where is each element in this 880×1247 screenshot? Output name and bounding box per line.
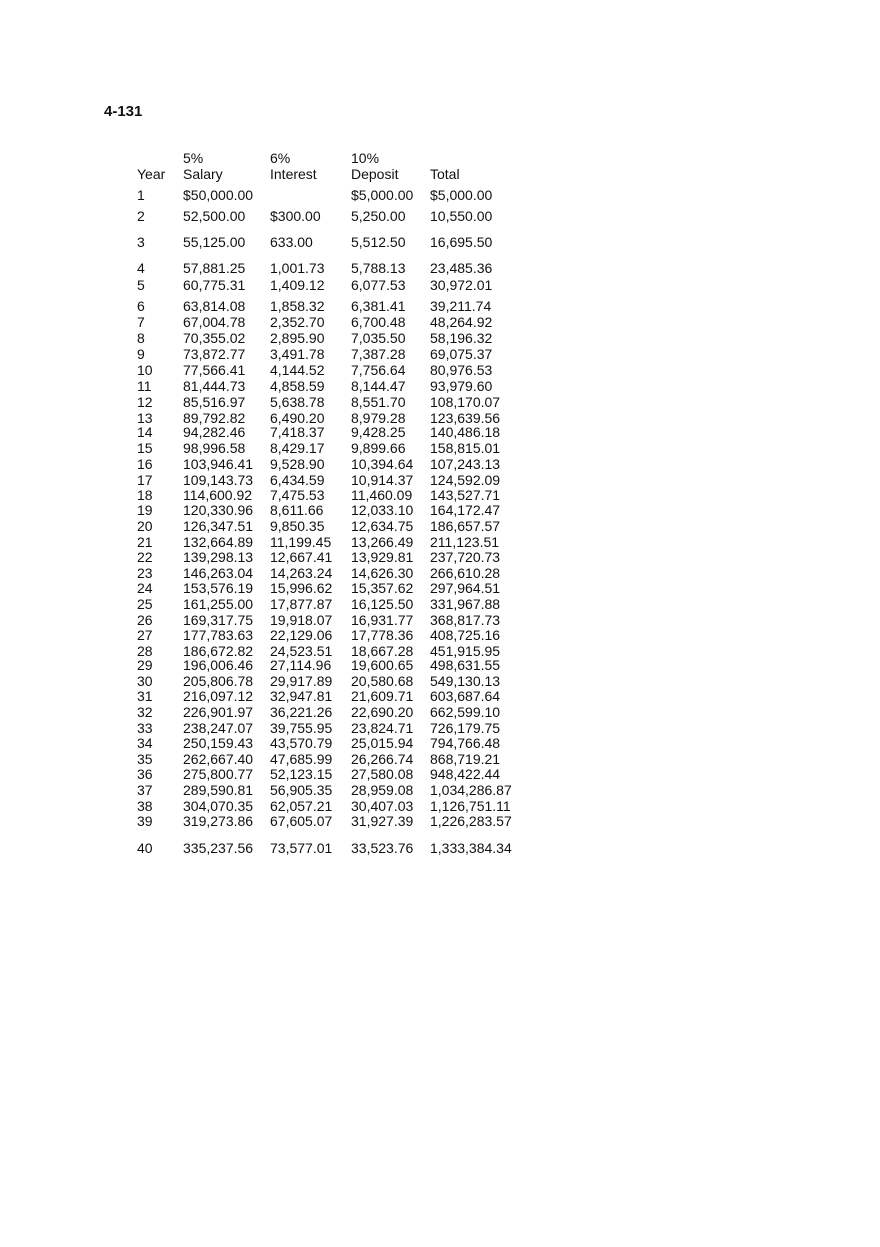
salary-cell: 55,125.00 — [183, 234, 246, 250]
year-cell: 23 — [137, 565, 153, 581]
total-cell: 140,486.18 — [430, 424, 501, 440]
deposit-cell: 10,394.64 — [351, 456, 414, 472]
salary-cell: 226,901.97 — [183, 704, 254, 720]
salary-cell: 319,273.86 — [183, 813, 254, 829]
header-total: Total — [430, 166, 460, 182]
interest-cell: 67,605.07 — [270, 813, 333, 829]
deposit-cell: 16,931.77 — [351, 612, 414, 628]
interest-cell: 62,057.21 — [270, 798, 333, 814]
interest-cell: 6,434.59 — [270, 472, 325, 488]
total-cell: 30,972.01 — [430, 277, 493, 293]
total-cell: 158,815.01 — [430, 440, 501, 456]
header-deposit-rate: 10% — [351, 150, 380, 166]
salary-cell: 63,814.08 — [183, 298, 246, 314]
year-cell: 40 — [137, 840, 153, 856]
total-cell: 726,179.75 — [430, 720, 501, 736]
interest-cell: 7,418.37 — [270, 424, 325, 440]
total-cell: 23,485.36 — [430, 260, 493, 276]
salary-cell: 169,317.75 — [183, 612, 254, 628]
total-cell: 16,695.50 — [430, 234, 493, 250]
deposit-cell: 9,899.66 — [351, 440, 406, 456]
interest-cell: 29,917.89 — [270, 673, 333, 689]
salary-cell: 85,516.97 — [183, 394, 246, 410]
year-cell: 9 — [137, 346, 145, 362]
deposit-cell: 21,609.71 — [351, 688, 414, 704]
year-cell: 29 — [137, 657, 153, 673]
interest-cell: 2,352.70 — [270, 314, 325, 330]
salary-cell: 57,881.25 — [183, 260, 246, 276]
year-cell: 6 — [137, 298, 145, 314]
interest-cell: 43,570.79 — [270, 735, 333, 751]
salary-cell: 67,004.78 — [183, 314, 246, 330]
year-cell: 38 — [137, 798, 153, 814]
year-cell: 19 — [137, 502, 153, 518]
deposit-cell: 5,788.13 — [351, 260, 406, 276]
header-interest-rate: 6% — [270, 150, 291, 166]
deposit-cell: 6,077.53 — [351, 277, 406, 293]
year-cell: 26 — [137, 612, 153, 628]
interest-cell: 24,523.51 — [270, 643, 333, 659]
total-cell: 948,422.44 — [430, 766, 501, 782]
total-cell: 794,766.48 — [430, 735, 501, 751]
interest-cell: 7,475.53 — [270, 487, 325, 503]
interest-cell: 3,491.78 — [270, 346, 325, 362]
year-cell: 10 — [137, 362, 153, 378]
deposit-cell: 28,959.08 — [351, 782, 414, 798]
total-cell: 549,130.13 — [430, 673, 501, 689]
salary-cell: 177,783.63 — [183, 627, 254, 643]
deposit-cell: $5,000.00 — [351, 187, 414, 203]
total-cell: 124,592.09 — [430, 472, 501, 488]
deposit-cell: 10,914.37 — [351, 472, 414, 488]
interest-cell: 5,638.78 — [270, 394, 325, 410]
deposit-cell: 12,634.75 — [351, 518, 414, 534]
total-cell: 408,725.16 — [430, 627, 501, 643]
year-cell: 3 — [137, 234, 145, 250]
deposit-cell: 27,580.08 — [351, 766, 414, 782]
year-cell: 1 — [137, 187, 145, 203]
deposit-cell: 12,033.10 — [351, 502, 414, 518]
year-cell: 24 — [137, 580, 153, 596]
salary-cell: 89,792.82 — [183, 410, 246, 426]
interest-cell: 4,858.59 — [270, 378, 325, 394]
total-cell: 80,976.53 — [430, 362, 493, 378]
total-cell: 266,610.28 — [430, 565, 501, 581]
year-cell: 37 — [137, 782, 153, 798]
salary-cell: 216,097.12 — [183, 688, 254, 704]
total-cell: 211,123.51 — [430, 534, 500, 550]
interest-cell: 47,685.99 — [270, 751, 333, 767]
interest-cell: 32,947.81 — [270, 688, 333, 704]
interest-cell: 1,858.32 — [270, 298, 325, 314]
salary-cell: 60,775.31 — [183, 277, 246, 293]
total-cell: 107,243.13 — [430, 456, 501, 472]
deposit-cell: 9,428.25 — [351, 424, 406, 440]
year-cell: 27 — [137, 627, 153, 643]
total-cell: 10,550.00 — [430, 208, 493, 224]
total-cell: 1,226,283.57 — [430, 813, 512, 829]
total-cell: 48,264.92 — [430, 314, 493, 330]
total-cell: 498,631.55 — [430, 657, 501, 673]
interest-cell: 27,114.96 — [270, 657, 332, 673]
interest-cell: 633.00 — [270, 234, 313, 250]
total-cell: 143,527.71 — [430, 487, 501, 503]
year-cell: 30 — [137, 673, 153, 689]
salary-cell: 70,355.02 — [183, 330, 246, 346]
deposit-cell: 15,357.62 — [351, 580, 414, 596]
interest-cell: 19,918.07 — [270, 612, 333, 628]
deposit-cell: 26,266.74 — [351, 751, 414, 767]
total-cell: 39,211.74 — [430, 298, 492, 314]
year-cell: 22 — [137, 549, 153, 565]
header-interest: Interest — [270, 166, 317, 182]
header-year: Year — [137, 166, 166, 182]
total-cell: 1,034,286.87 — [430, 782, 512, 798]
year-cell: 21 — [137, 534, 153, 550]
salary-cell: 153,576.19 — [183, 580, 254, 596]
interest-cell: 52,123.15 — [270, 766, 333, 782]
year-cell: 25 — [137, 596, 153, 612]
year-cell: 34 — [137, 735, 153, 751]
total-cell: 368,817.73 — [430, 612, 501, 628]
interest-cell: 14,263.24 — [270, 565, 333, 581]
salary-cell: 126,347.51 — [183, 518, 254, 534]
total-cell: 868,719.21 — [430, 751, 501, 767]
interest-cell: 17,877.87 — [270, 596, 333, 612]
salary-cell: 114,600.92 — [183, 487, 253, 503]
year-cell: 2 — [137, 208, 145, 224]
year-cell: 8 — [137, 330, 145, 346]
salary-cell: 103,946.41 — [183, 456, 254, 472]
interest-cell: 2,895.90 — [270, 330, 325, 346]
deposit-cell: 5,250.00 — [351, 208, 406, 224]
interest-cell: 22,129.06 — [270, 627, 333, 643]
total-cell: 662,599.10 — [430, 704, 501, 720]
interest-cell: 8,429.17 — [270, 440, 325, 456]
year-cell: 18 — [137, 487, 153, 503]
deposit-cell: 8,144.47 — [351, 378, 406, 394]
interest-cell: $300.00 — [270, 208, 321, 224]
total-cell: 451,915.95 — [430, 643, 501, 659]
deposit-cell: 5,512.50 — [351, 234, 406, 250]
year-cell: 5 — [137, 277, 145, 293]
interest-cell: 11,199.45 — [270, 534, 332, 550]
salary-cell: 205,806.78 — [183, 673, 254, 689]
salary-cell: 77,566.41 — [183, 362, 246, 378]
total-cell: 186,657.57 — [430, 518, 501, 534]
interest-cell: 36,221.26 — [270, 704, 333, 720]
salary-cell: 289,590.81 — [183, 782, 254, 798]
deposit-cell: 7,756.64 — [351, 362, 406, 378]
deposit-cell: 25,015.94 — [351, 735, 414, 751]
year-cell: 33 — [137, 720, 153, 736]
year-cell: 17 — [137, 472, 153, 488]
interest-cell: 6,490.20 — [270, 410, 325, 426]
interest-cell: 1,001.73 — [270, 260, 325, 276]
header-salary-rate: 5% — [183, 150, 204, 166]
year-cell: 13 — [137, 410, 153, 426]
deposit-cell: 8,551.70 — [351, 394, 406, 410]
page-title: 4-131 — [104, 103, 143, 120]
total-cell: 331,967.88 — [430, 596, 501, 612]
header-salary: Salary — [183, 166, 223, 182]
salary-cell: 120,330.96 — [183, 502, 254, 518]
deposit-cell: 13,266.49 — [351, 534, 414, 550]
total-cell: 58,196.32 — [430, 330, 493, 346]
deposit-cell: 16,125.50 — [351, 596, 414, 612]
salary-cell: 262,667.40 — [183, 751, 254, 767]
deposit-cell: 6,381.41 — [351, 298, 406, 314]
deposit-cell: 8,979.28 — [351, 410, 406, 426]
salary-cell: 275,800.77 — [183, 766, 254, 782]
total-cell: 123,639.56 — [430, 410, 501, 426]
salary-cell: 335,237.56 — [183, 840, 254, 856]
salary-cell: 81,444.73 — [183, 378, 246, 394]
total-cell: 237,720.73 — [430, 549, 501, 565]
header-deposit: Deposit — [351, 166, 399, 182]
year-cell: 16 — [137, 456, 153, 472]
total-cell: 69,075.37 — [430, 346, 493, 362]
salary-cell: 146,263.04 — [183, 565, 254, 581]
total-cell: 164,172.47 — [430, 502, 501, 518]
total-cell: $5,000.00 — [430, 187, 493, 203]
total-cell: 603,687.64 — [430, 688, 501, 704]
deposit-cell: 17,778.36 — [351, 627, 414, 643]
year-cell: 14 — [137, 424, 153, 440]
year-cell: 32 — [137, 704, 153, 720]
deposit-cell: 11,460.09 — [351, 487, 413, 503]
year-cell: 4 — [137, 260, 145, 276]
interest-cell: 15,996.62 — [270, 580, 333, 596]
salary-cell: 196,006.46 — [183, 657, 254, 673]
total-cell: 1,126,751.11 — [430, 798, 511, 814]
deposit-cell: 33,523.76 — [351, 840, 414, 856]
salary-cell: 250,159.43 — [183, 735, 254, 751]
year-cell: 7 — [137, 314, 145, 330]
interest-cell: 9,528.90 — [270, 456, 325, 472]
salary-cell: 238,247.07 — [183, 720, 254, 736]
salary-cell: 73,872.77 — [183, 346, 246, 362]
year-cell: 11 — [137, 378, 152, 394]
total-cell: 108,170.07 — [430, 394, 501, 410]
deposit-cell: 30,407.03 — [351, 798, 414, 814]
deposit-cell: 31,927.39 — [351, 813, 414, 829]
salary-cell: 109,143.73 — [183, 472, 254, 488]
deposit-cell: 7,035.50 — [351, 330, 406, 346]
salary-cell: 52,500.00 — [183, 208, 246, 224]
deposit-cell: 13,929.81 — [351, 549, 414, 565]
salary-cell: $50,000.00 — [183, 187, 254, 203]
interest-cell: 73,577.01 — [270, 840, 333, 856]
salary-cell: 304,070.35 — [183, 798, 254, 814]
year-cell: 31 — [137, 688, 153, 704]
year-cell: 20 — [137, 518, 153, 534]
interest-cell: 56,905.35 — [270, 782, 333, 798]
interest-cell: 4,144.52 — [270, 362, 325, 378]
year-cell: 28 — [137, 643, 153, 659]
deposit-cell: 23,824.71 — [351, 720, 414, 736]
total-cell: 1,333,384.34 — [430, 840, 512, 856]
deposit-cell: 19,600.65 — [351, 657, 414, 673]
salary-cell: 161,255.00 — [183, 596, 254, 612]
salary-cell: 132,664.89 — [183, 534, 254, 550]
year-cell: 39 — [137, 813, 153, 829]
year-cell: 12 — [137, 394, 153, 410]
total-cell: 93,979.60 — [430, 378, 493, 394]
deposit-cell: 20,580.68 — [351, 673, 414, 689]
salary-cell: 94,282.46 — [183, 424, 246, 440]
deposit-cell: 6,700.48 — [351, 314, 406, 330]
interest-cell: 9,850.35 — [270, 518, 325, 534]
salary-cell: 186,672.82 — [183, 643, 254, 659]
interest-cell: 1,409.12 — [270, 277, 325, 293]
deposit-cell: 7,387.28 — [351, 346, 406, 362]
interest-cell: 8,611.66 — [270, 502, 324, 518]
salary-cell: 98,996.58 — [183, 440, 246, 456]
year-cell: 15 — [137, 440, 153, 456]
total-cell: 297,964.51 — [430, 580, 501, 596]
salary-cell: 139,298.13 — [183, 549, 254, 565]
year-cell: 36 — [137, 766, 153, 782]
interest-cell: 12,667.41 — [270, 549, 333, 565]
deposit-cell: 14,626.30 — [351, 565, 414, 581]
deposit-cell: 18,667.28 — [351, 643, 414, 659]
interest-cell: 39,755.95 — [270, 720, 333, 736]
year-cell: 35 — [137, 751, 153, 767]
deposit-cell: 22,690.20 — [351, 704, 414, 720]
